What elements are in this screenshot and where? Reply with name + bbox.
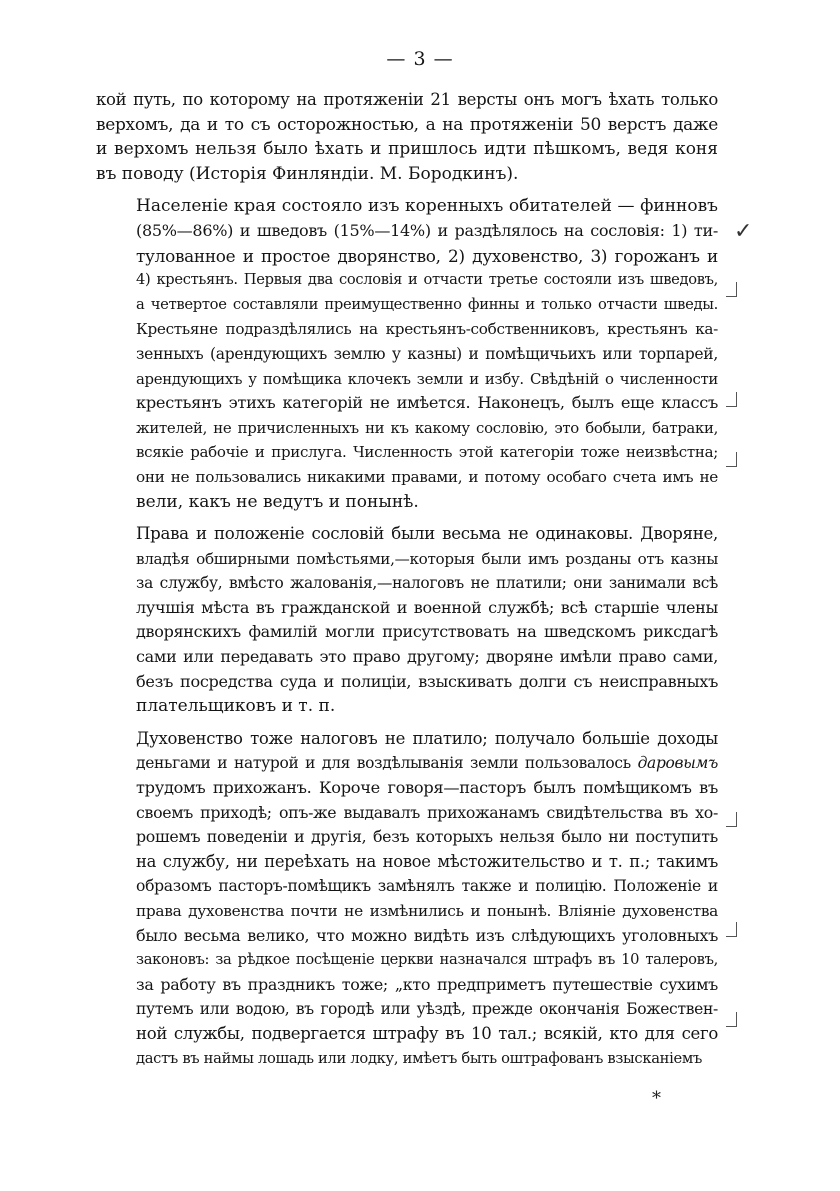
text-line: путемъ или водою, въ городѣ или уѣздѣ, прежде окончанія Божествен- [136,1000,718,1019]
text-line: Населеніе края состояло изъ коренныхъ обитателей — финновъ [136,196,718,217]
text-line: права духовенства почти не измѣнились и понынѣ. Вліяніе духовенства [136,902,718,920]
text-line: за работу въ праздникъ тоже; „кто предприметъ путешествіе сухимъ [136,974,718,994]
margin-pencil-mark [726,812,737,827]
text-line: ной службы, подвергается штрафу въ 10 тал.; всякій, кто для сего [136,1023,718,1043]
text-line: Духовенство тоже налоговъ не платило; получало большіе доходы [136,728,718,748]
text-line: дворянскихъ фамилій могли присутствовать на шведскомъ риксдагѣ [136,622,718,642]
body-text [96,88,718,1079]
text-line: арендующихъ у помѣщика клочекъ земли и избу. Свѣдѣній о численности [136,369,718,388]
text-line: образомъ пасторъ-помѣщикъ замѣнялъ также и полицію. Положеніе и [136,877,718,896]
text-line: рошемъ поведеніи и другія, безъ которыхъ нельзя было ни поступить [136,827,718,847]
text-line: они не пользовались никакими правами, и потому особаго счета имъ не [136,467,718,486]
text-line: законовъ: за рѣдкое посѣщеніе церкви назначался штрафъ въ 10 талеровъ, [136,951,718,969]
paragraph [96,727,718,1071]
margin-pencil-mark [726,922,737,937]
text-line: и верхомъ нельзя было ѣхать и пришлось идти пѣшкомъ, ведя коня [96,139,718,160]
text-line: Права и положеніе сословій были весьма не одинаковы. Дворяне, [136,524,718,544]
text-line: безъ посредства суда и полиціи, взыскивать долги съ неисправныхъ [136,671,718,691]
footer-asterisk: * [652,1088,661,1109]
text-line: владѣя обширными помѣстьями,—которыя были имъ розданы отъ казны [136,549,718,568]
text-line: своемъ приходѣ; опъ-же выдавалъ прихожанамъ свидѣтельства въ хо- [136,802,718,822]
text-line: 4) крестьянъ. Первыя два сословія и отчасти третье состояли изъ шведовъ, [136,271,718,289]
text-line: лучшія мѣста въ гражданской и военной службѣ; всѣ старшіе члены [136,597,718,617]
text-line: на службу, ни переѣхать на новое мѣстожительство и т. п.; такимъ [136,851,718,871]
text-line: зенныхъ (арендующихъ землю у казны) и помѣщичьихъ или торпарей, [136,344,718,363]
margin-pencil-mark [726,282,737,297]
margin-pencil-mark [726,452,737,467]
text-line: трудомъ прихожанъ. Короче говоря—пасторъ былъ помѣщикомъ въ [136,778,718,798]
text-line: верхомъ, да и то съ осторожностью, а на протяженіи 50 верстъ даже [96,114,718,135]
text-line: было весьма велико, что можно видѣть изъ слѣдующихъ уголовныхъ [136,925,718,945]
text-line: плательщиковъ и т. п. [136,696,336,717]
margin-pencil-mark [726,1012,737,1027]
text-line: всякіе рабочіе и прислуга. Численность этой категоріи тоже неизвѣстна; [136,443,718,462]
paragraph [96,88,718,186]
text-line: дастъ въ наймы лошадь или лодку, имѣетъ быть оштрафованъ взысканіемъ [136,1049,703,1067]
text-line: а четвертое составляли преимущественно финны и только отчасти шведы. [136,295,718,313]
text-line: вели, какъ не ведутъ и понынѣ. [136,491,419,512]
margin-check-mark: ✓ [734,219,753,244]
text-line: тулованное и простое дворянство, 2) духовенство, 3) горожанъ и [136,245,718,266]
text-line: крестьянъ этихъ категорій не имѣется. Наконецъ, былъ еще классъ [136,393,718,413]
text-line: кой путь, по которому на протяженіи 21 версты онъ могъ ѣхать только [96,90,718,109]
paragraph [96,194,718,514]
text-line: сами или передавать это право другому; дворяне имѣли право сами, [136,647,718,667]
text-line: въ поводу (Исторія Финляндіи. М. Бородкинъ). [96,163,519,184]
text-line: (85%—86%) и шведовъ (15%—14%) и раздѣлялось на сословія: 1) ти- [136,220,718,240]
page-number: — 3 — [386,48,454,70]
text-line: деньгами и натурой и для воздѣлыванія земли пользовалось даровымъ [136,754,718,773]
text-line: за службу, вмѣсто жалованія,—налоговъ не платили; они занимали всѣ [136,574,718,593]
margin-pencil-mark [726,392,737,407]
paragraph [96,522,718,719]
text-line: жителей, не причисленныхъ ни къ какому сословію, это бобыли, батраки, [136,418,718,437]
text-line: Крестьяне подраздѣлялись на крестьянъ-собственниковъ, крестьянъ ка- [136,320,718,339]
